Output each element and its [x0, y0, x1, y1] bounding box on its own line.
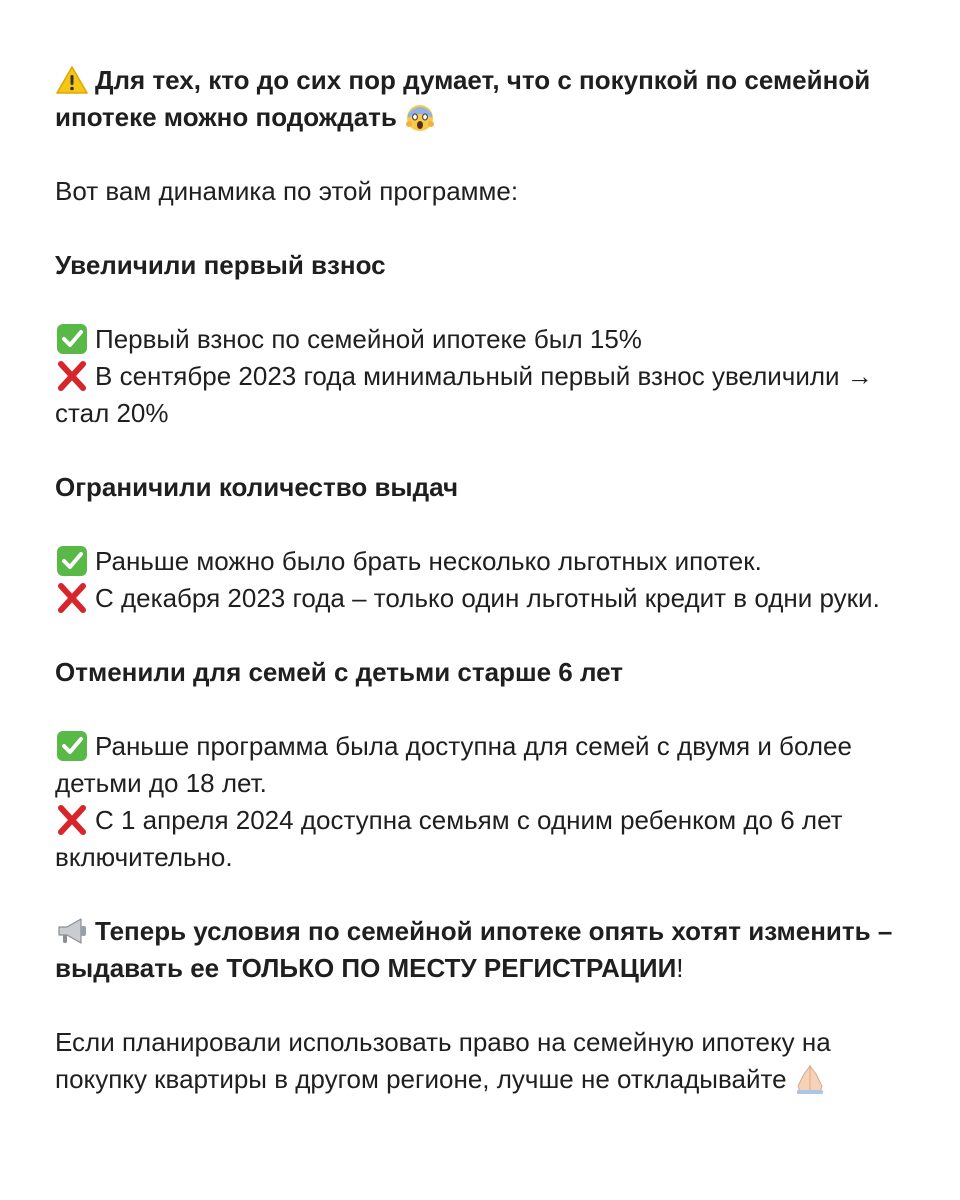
- section-before-item: [55, 728, 915, 802]
- section-after-item: [55, 802, 915, 876]
- warning-icon: [55, 65, 89, 95]
- cross-mark-icon: [55, 361, 89, 391]
- section-before-text: Первый взнос по семейной ипотеке был 15%: [95, 324, 642, 354]
- section-after-text: С 1 апреля 2024 доступна семьям с одним ребенком до 6 лет включительно.: [55, 805, 843, 872]
- section-before-text: Раньше программа была доступна для семей с двумя и более детьми до 18 лет.: [55, 731, 852, 798]
- section-title: Увеличили первый взнос: [55, 250, 386, 280]
- check-mark-icon: [55, 546, 89, 576]
- section-before-item: [55, 543, 915, 580]
- folded-hands-icon: [793, 1064, 827, 1094]
- headline-text: Для тех, кто до сих пор думает, что с покупкой по семейной ипотеке можно подождать: [55, 65, 871, 132]
- intro-text: Вот вам динамика по этой программе:: [55, 176, 519, 206]
- section-title: Ограничили количество выдач: [55, 472, 459, 502]
- section-before-item: [55, 321, 915, 358]
- cross-mark-icon: [55, 805, 89, 835]
- section-before-text: Раньше можно было брать несколько льготных ипотек.: [95, 546, 762, 576]
- message-body: [55, 62, 915, 1098]
- announcement: [55, 913, 915, 987]
- closing: [55, 1024, 915, 1098]
- section-after-text: В сентябре 2023 года минимальный первый взнос увеличили → стал 20%: [55, 361, 873, 428]
- section-after-text: С декабря 2023 года – только один льготный кредит в одни руки.: [95, 583, 880, 613]
- screaming-face-icon: [403, 102, 437, 132]
- check-mark-icon: [55, 324, 89, 354]
- announcement-text: Теперь условия по семейной ипотеке опять хотят изменить – выдавать ее ТОЛЬКО ПО МЕСТУ РЕГИСТРАЦИИ: [55, 916, 893, 983]
- closing-text: Если планировали использовать право на семейную ипотеку на покупку квартиры в другом регионе, лучше не откладывайте: [55, 1027, 831, 1094]
- section-title: Отменили для семей с детьми старше 6 лет: [55, 657, 624, 687]
- announcement-tail: !: [676, 953, 684, 983]
- megaphone-icon: [55, 916, 89, 946]
- section-after-item: [55, 358, 915, 432]
- headline: [55, 62, 915, 136]
- check-mark-icon: [55, 731, 89, 761]
- section-after-item: [55, 580, 915, 617]
- cross-mark-icon: [55, 583, 89, 613]
